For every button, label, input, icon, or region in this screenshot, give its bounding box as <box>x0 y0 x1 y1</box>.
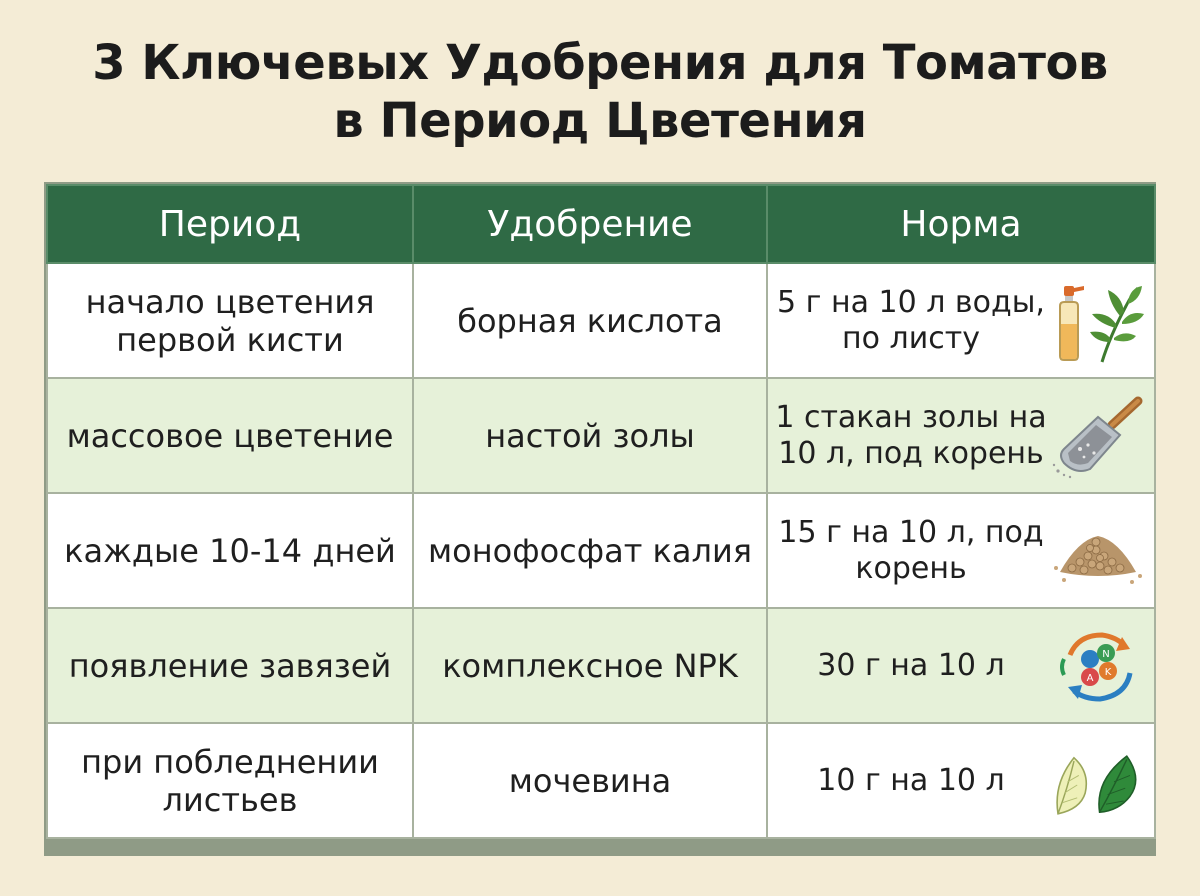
norm-cell <box>767 608 1155 723</box>
fertilizer-cell: борная кислота <box>413 263 767 378</box>
norm-text: 10 г на 10 л <box>817 762 1005 798</box>
svg-text:K: K <box>1104 666 1112 678</box>
norm-text: 5 г на 10 л воды, по листу <box>777 284 1045 356</box>
norm-text: 1 стакан золы на 10 л, под корень <box>775 399 1047 471</box>
fertilizer-table <box>44 182 1156 856</box>
svg-text:A: A <box>1086 672 1094 684</box>
table-row <box>47 723 1155 838</box>
fertilizer-cell: настой золы <box>413 378 767 493</box>
page-title <box>0 34 1200 150</box>
table-row <box>47 493 1155 608</box>
header-period: Период <box>47 185 413 263</box>
norm-text: 30 г на 10 л <box>817 647 1005 683</box>
norm-text: 15 г на 10 л, под корень <box>778 514 1044 586</box>
period-cell: каждые 10-14 дней <box>47 493 413 608</box>
table-header-row <box>47 185 1155 263</box>
table-row <box>47 608 1155 723</box>
norm-cell <box>767 723 1155 838</box>
fertilizer-cell: комплексное NPK <box>413 608 767 723</box>
norm-cell <box>767 378 1155 493</box>
ash-scoop-icon <box>1050 391 1146 481</box>
norm-cell <box>767 493 1155 608</box>
header-norm: Норма <box>767 185 1155 263</box>
table-row <box>47 263 1155 378</box>
fertilizer-cell: монофосфат калия <box>413 493 767 608</box>
norm-cell <box>767 263 1155 378</box>
period-cell: появление завязей <box>47 608 413 723</box>
period-cell: начало цветения первой кисти <box>47 263 413 378</box>
period-cell: при побледнении листьев <box>47 723 413 838</box>
title-line-2: в Период Цветения <box>333 93 867 149</box>
svg-text:N: N <box>1102 648 1110 660</box>
header-fertilizer: Удобрение <box>413 185 767 263</box>
fertilizer-cell: мочевина <box>413 723 767 838</box>
period-cell: массовое цветение <box>47 378 413 493</box>
npk-cycle-icon <box>1050 621 1146 711</box>
granules-pile-icon <box>1050 506 1146 596</box>
pale-green-leaves-icon <box>1050 736 1146 826</box>
table-row <box>47 378 1155 493</box>
title-line-1: 3 Ключевых Удобрения для Томатов <box>92 35 1108 91</box>
spray-bottle-leaf-icon <box>1050 276 1146 366</box>
